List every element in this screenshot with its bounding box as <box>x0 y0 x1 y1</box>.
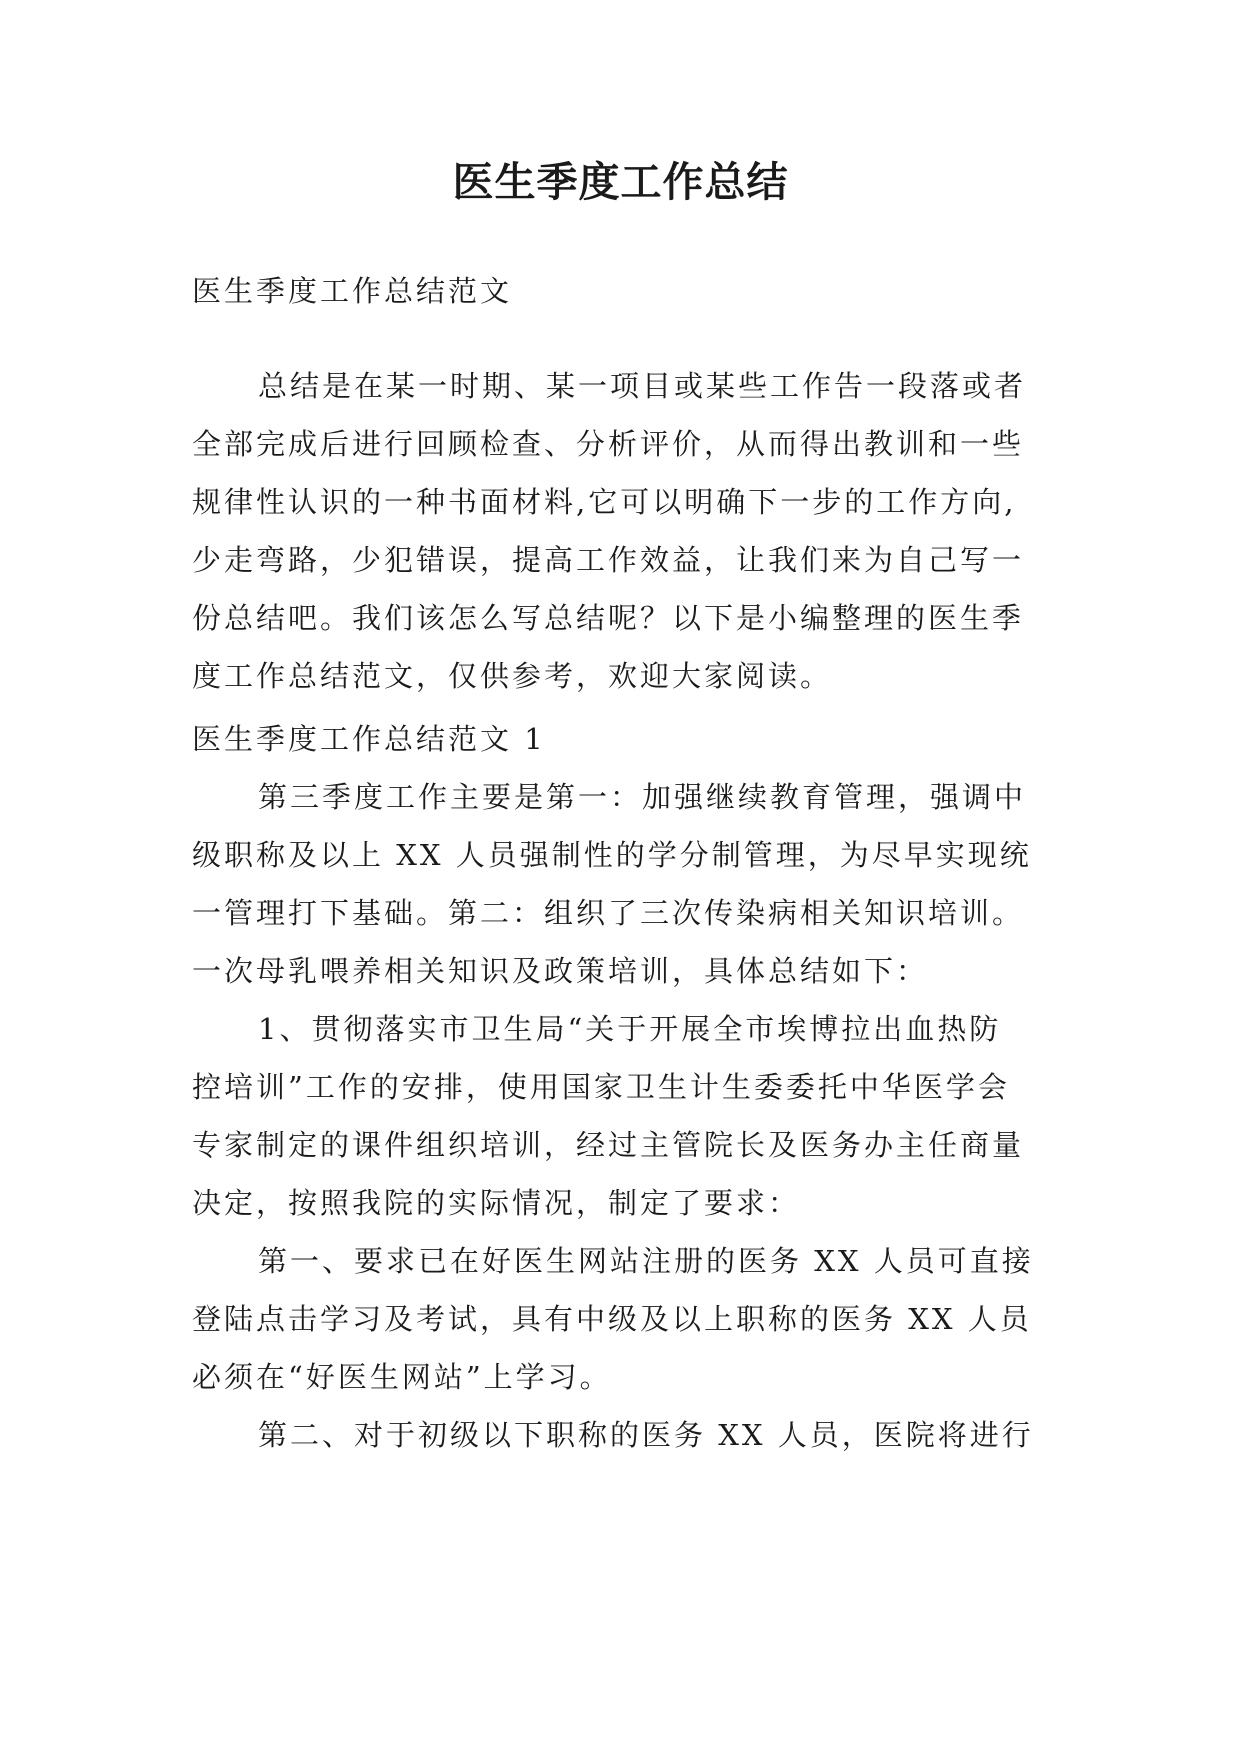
body-line: 必须在“好医生网站”上学习。 <box>192 1360 612 1394</box>
intro-line: 规律性认识的一种书面材料,它可以明确下一步的工作方向, <box>192 485 1017 519</box>
intro-line: 度工作总结范文，仅供参考，欢迎大家阅读。 <box>192 659 833 693</box>
intro-line: 总结是在某一时期、某一项目或某些工作告一段落或者 <box>258 369 1027 403</box>
subtitle-line: 医生季度工作总结范文 <box>192 274 513 308</box>
body-line: 级职称及以上 XX 人员强制性的学分制管理，为尽早实现统 <box>192 838 1032 872</box>
body-line: 一管理打下基础。第二：组织了三次传染病相关知识培训。 <box>192 896 1025 930</box>
intro-paragraph <box>192 357 1072 705</box>
body-line: 第三季度工作主要是第一：加强继续教育管理，强调中 <box>258 780 1027 814</box>
document-subtitle <box>192 262 1072 320</box>
body-line: 控培训”工作的安排，使用国家卫生计生委委托中华医学会 <box>192 1070 1010 1104</box>
body-line: 登陆点击学习及考试，具有中级及以上职称的医务 XX 人员 <box>192 1302 1032 1336</box>
section-heading: 医生季度工作总结范文 1 <box>192 722 546 756</box>
body-line: 第二、对于初级以下职称的医务 XX 人员，医院将进行 <box>258 1418 1034 1452</box>
body-line: 专家制定的课件组织培训，经过主管院长及医务办主任商量 <box>192 1128 1025 1162</box>
body-line: 第一、要求已在好医生网站注册的医务 XX 人员可直接 <box>258 1244 1034 1278</box>
section-body <box>192 710 1072 1464</box>
body-line: 1、贯彻落实市卫生局“关于开展全市埃博拉出血热防 <box>258 1012 1002 1046</box>
intro-line: 少走弯路，少犯错误，提高工作效益，让我们来为自己写一 <box>192 543 1025 577</box>
body-line: 决定，按照我院的实际情况，制定了要求： <box>192 1186 801 1220</box>
intro-line: 份总结吧。我们该怎么写总结呢？以下是小编整理的医生季 <box>192 601 1025 635</box>
body-line: 一次母乳喂养相关知识及政策培训，具体总结如下： <box>192 954 929 988</box>
document-title: 医生季度工作总结 <box>452 158 789 206</box>
intro-line: 全部完成后进行回顾检查、分析评价，从而得出教训和一些 <box>192 427 1025 461</box>
